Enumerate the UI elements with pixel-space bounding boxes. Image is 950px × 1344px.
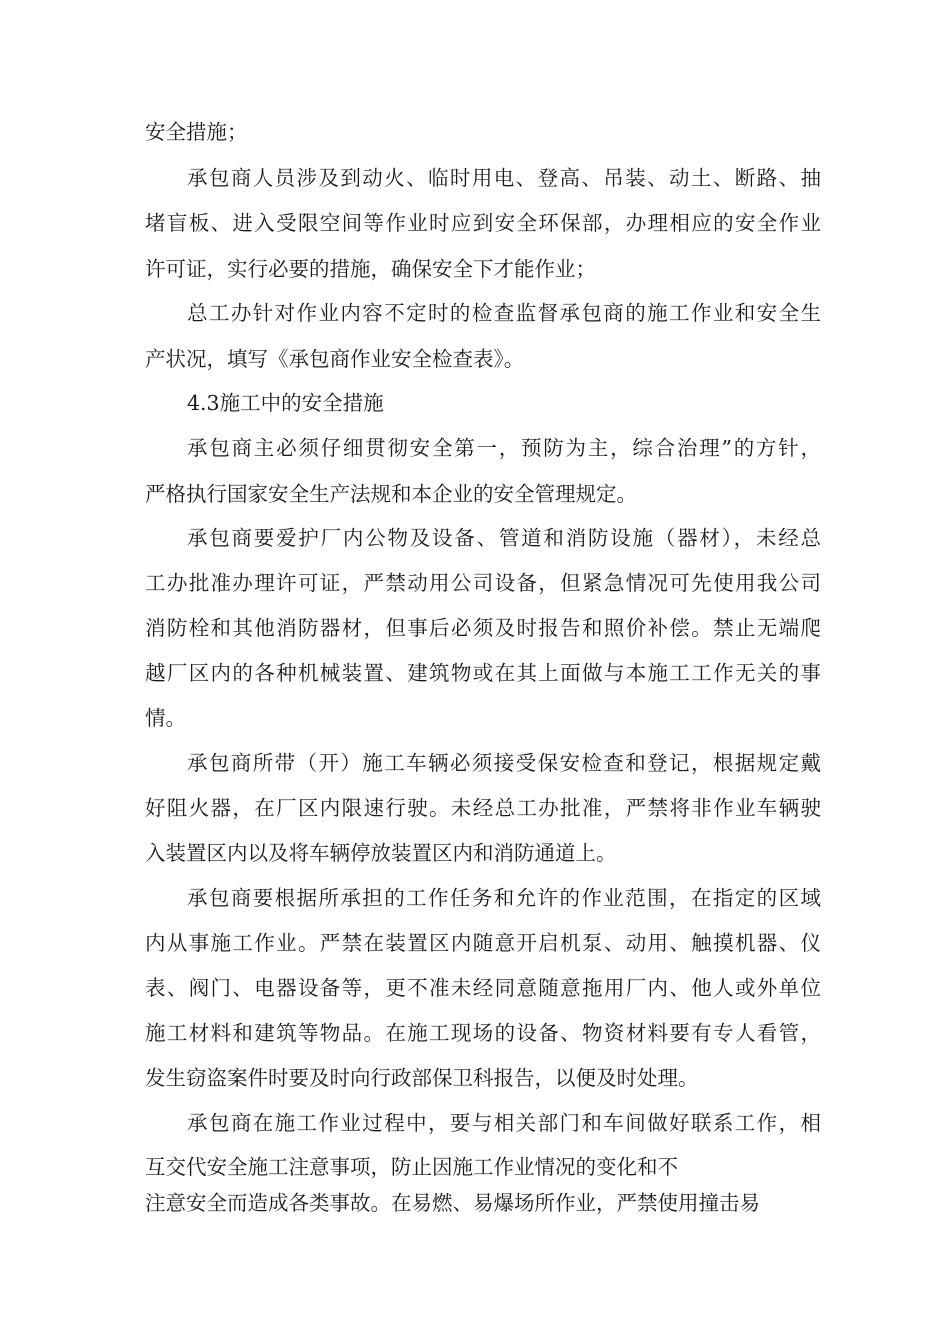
- section-heading: 4.3施工中的安全措施: [187, 391, 384, 415]
- text-line: 产状况，填写《承包商作业安全检查表》。: [145, 347, 525, 371]
- paragraph-line: 承包商要根据所承担的工作任务和允许的作业范围，在指定的区域: [187, 886, 821, 910]
- paragraph-line: 承包商所带（开）施工车辆必须接受保安检查和登记，根据规定戴: [187, 751, 821, 775]
- text-line: 发生窃盗案件时要及时向行政部保卫科报告，以便及时处理。: [145, 1066, 699, 1090]
- paragraph-line: 承包商主必须仔细贯彻安全第一，预防为主，综合治理”的方针，: [187, 436, 821, 460]
- text-line: 安全措施；: [145, 120, 248, 144]
- text-line: 许可证，实行必要的措施，确保安全下才能作业；: [145, 257, 596, 281]
- paragraph-line: 承包商人员涉及到动火、临时用电、登高、吊装、动土、断路、抽: [187, 166, 821, 190]
- text-line: 消防栓和其他消防器材，但事后必须及时报告和照价补偿。禁止无端爬: [145, 616, 821, 640]
- text-line: 表、阀门、电器设备等，更不准未经同意随意拖用厂内、他人或外单位: [145, 976, 821, 1000]
- text-line: 互交代安全施工注意事项，防止因施工作业情况的变化和不: [145, 1155, 678, 1179]
- text-line: 严格执行国家安全生产法规和本企业的安全管理规定。: [145, 482, 637, 506]
- text-line: 好阻火器，在厂区内限速行驶。未经总工办批准，严禁将非作业车辆驶: [145, 796, 821, 820]
- text-line: 施工材料和建筑等物品。在施工现场的设备、物资材料要有专人看管，: [145, 1021, 821, 1045]
- text-line: 情。: [145, 706, 186, 730]
- text-line: 入装置区内以及将车辆停放装置区内和消防通道上。: [145, 841, 617, 865]
- paragraph-line: 承包商在施工作业过程中，要与相关部门和车间做好联系工作，相: [187, 1111, 821, 1135]
- text-line: 内从事施工作业。严禁在装置区内随意开启机泵、动用、触摸机器、仪: [145, 931, 821, 955]
- text-line: 注意安全而造成各类事故。在易燃、易爆场所作业，严禁使用撞击易: [145, 1191, 760, 1215]
- text-line: 越厂区内的各种机械装置、建筑物或在其上面做与本施工工作无关的事: [145, 661, 821, 685]
- text-line: 工办批准办理许可证，严禁动用公司设备，但紧急情况可先使用我公司: [145, 571, 821, 595]
- text-line: 堵盲板、进入受限空间等作业时应到安全环保部，办理相应的安全作业: [145, 211, 821, 235]
- paragraph-line: 总工办针对作业内容不定时的检查监督承包商的施工作业和安全生: [187, 301, 821, 325]
- paragraph-line: 承包商要爱护厂内公物及设备、管道和消防设施（器材），未经总: [187, 526, 821, 550]
